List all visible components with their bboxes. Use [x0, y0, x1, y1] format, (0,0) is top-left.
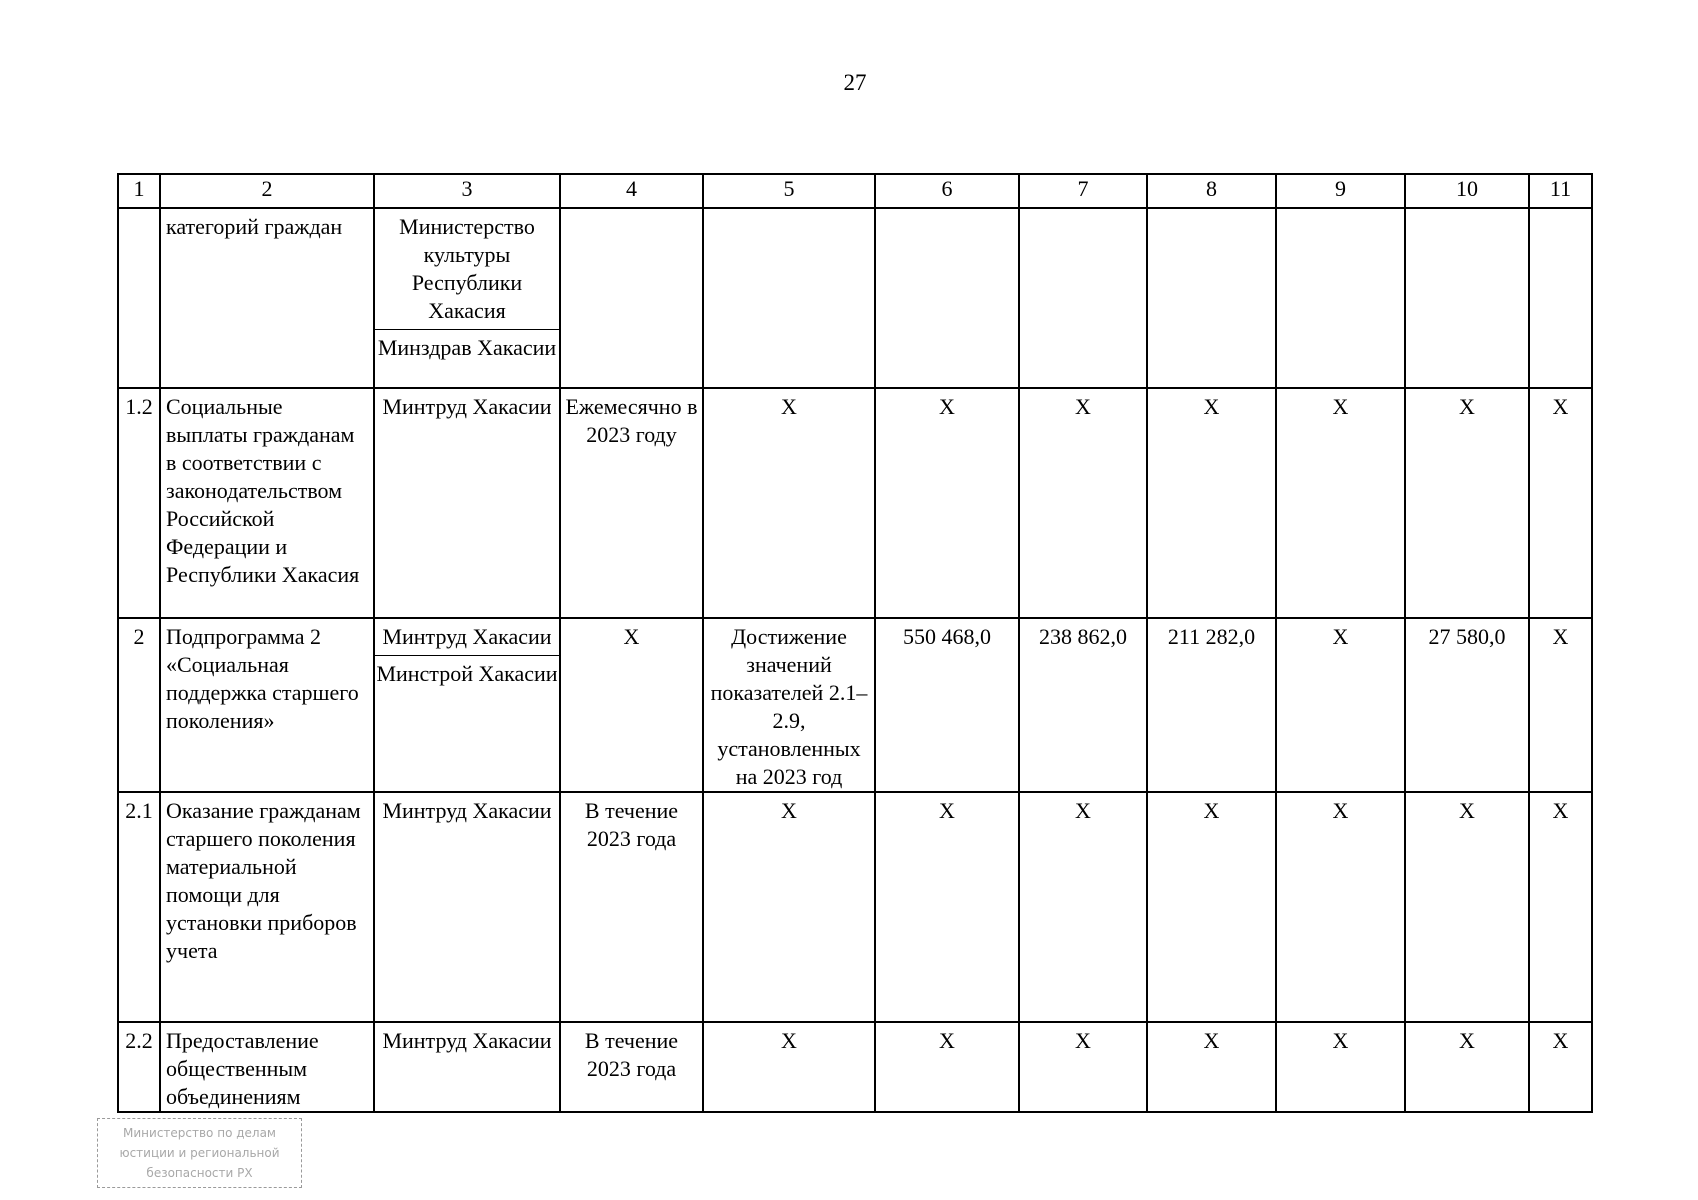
header-cell-3: 3: [374, 174, 560, 208]
table-row: [118, 208, 1592, 388]
value-cell: Х: [1552, 798, 1569, 823]
header-cell-2: 2: [160, 174, 374, 208]
stamp-line: юстиции и региональной: [119, 1146, 280, 1160]
amount-cell: 550 468,0: [903, 624, 991, 649]
executor-cell: Минтруд Хакасии: [382, 394, 552, 419]
executor-cell: Министерство культуры Республики Хакасия: [399, 214, 535, 323]
header-row: [118, 174, 1592, 208]
value-cell: Х: [939, 1028, 955, 1053]
executor-cell: Минстрой Хакасии: [375, 655, 559, 688]
header-cell-8: 8: [1147, 174, 1276, 208]
header-cell-5: 5: [703, 174, 875, 208]
value-cell: Х: [1552, 1028, 1569, 1053]
term-cell: Х: [623, 624, 640, 649]
value-cell: Х: [1552, 624, 1569, 649]
value-cell: Х: [1075, 1028, 1091, 1053]
value-cell: Х: [1332, 798, 1349, 823]
value-cell: Х: [1332, 1028, 1349, 1053]
value-cell: Х: [939, 394, 955, 419]
value-cell: Х: [1332, 394, 1349, 419]
row-name: Оказание гражданам старшего поколения материальной помощи для установки приборов учета: [166, 798, 361, 963]
page-number: 27: [843, 70, 867, 95]
value-cell: Х: [1552, 394, 1569, 419]
row-name: Предоставление общественным объединениям: [166, 1028, 319, 1109]
header-cell-4: 4: [560, 174, 703, 208]
header-cell-10: 10: [1405, 174, 1529, 208]
row-name: Подпрограмма 2 «Социальная поддержка старшего поколения»: [166, 624, 359, 733]
table-row: [118, 618, 1592, 792]
value-cell: Х: [781, 798, 797, 823]
stamp-line: Министерство по делам: [123, 1126, 276, 1140]
executor-cell: Минтруд Хакасии: [382, 624, 552, 649]
value-cell: Х: [1075, 798, 1091, 823]
header-cell-9: 9: [1276, 174, 1405, 208]
term-cell: В течение 2023 года: [584, 1028, 679, 1081]
header-cell-1: 1: [118, 174, 160, 208]
row-number: 2.2: [125, 1028, 153, 1053]
value-cell: Х: [1075, 394, 1091, 419]
executor-cell: Минтруд Хакасии: [382, 798, 552, 823]
value-cell: Х: [1203, 394, 1220, 419]
row-number: 2: [133, 624, 145, 649]
table-row: [118, 388, 1592, 618]
amount-cell: 27 580,0: [1428, 624, 1506, 649]
table-row: [118, 792, 1592, 1022]
header-cell-7: 7: [1019, 174, 1147, 208]
row-name: Социальные выплаты гражданам в соответствии с законодательством Российской Федерации и Республики Хакасия: [166, 394, 360, 587]
value-cell: Х: [1459, 798, 1475, 823]
stamp-line: безопасности РХ: [146, 1166, 253, 1180]
amount-cell: 238 862,0: [1039, 624, 1127, 649]
term-cell: Ежемесячно в 2023 году: [565, 394, 698, 447]
result-cell: Достижение значений показателей 2.1–2.9, установленных на 2023 год: [710, 624, 868, 789]
value-cell: Х: [1459, 394, 1475, 419]
plan-table: [117, 173, 1593, 1113]
header-cell-11: 11: [1529, 174, 1592, 208]
row-name: категорий граждан: [166, 214, 343, 239]
value-cell: Х: [1332, 624, 1349, 649]
value-cell: Х: [1459, 1028, 1475, 1053]
value-cell: Х: [1203, 798, 1220, 823]
amount-cell: 211 282,0: [1167, 624, 1256, 649]
value-cell: Х: [781, 394, 797, 419]
row-number: 1.2: [125, 394, 153, 419]
table-row: [118, 1022, 1592, 1112]
value-cell: Х: [939, 798, 955, 823]
row-number: 2.1: [125, 798, 153, 823]
header-cell-6: 6: [875, 174, 1019, 208]
value-cell: Х: [1203, 1028, 1220, 1053]
registration-stamp: [97, 1118, 302, 1188]
value-cell: Х: [781, 1028, 797, 1053]
term-cell: В течение 2023 года: [584, 798, 679, 851]
executor-cell: Минтруд Хакасии: [382, 1028, 552, 1053]
executor-cell: Минздрав Хакасии: [375, 329, 559, 362]
